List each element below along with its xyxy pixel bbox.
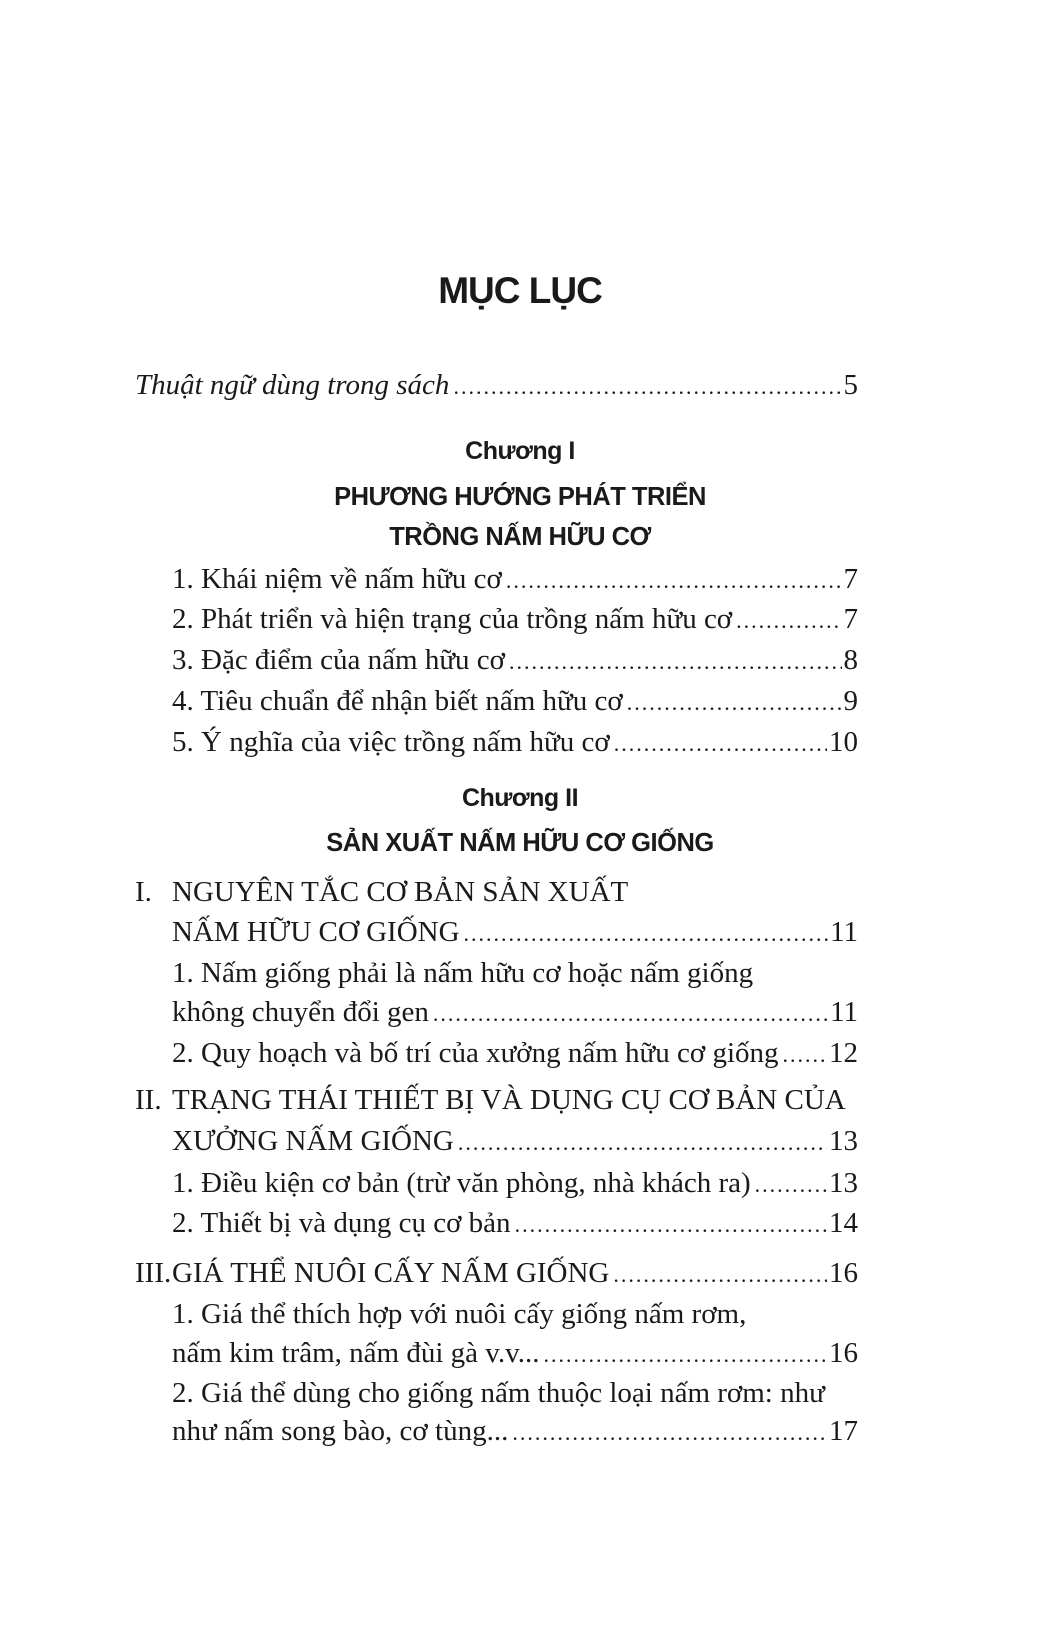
- section-2-title-line1: TRẠNG THÁI THIẾT BỊ VÀ DỤNG CỤ CƠ BẢN CỦA: [172, 1084, 846, 1116]
- toc-entry-label: 2. Phát triển và hiện trạng của trồng nấm hữu cơ: [172, 603, 733, 635]
- toc-entry-page: 8: [843, 644, 858, 676]
- chapter-1-title-line2: TRỒNG NẤM HỮU CƠ: [389, 523, 651, 551]
- leader-dots: [544, 1338, 827, 1372]
- toc-entry-page: 13: [829, 1167, 858, 1199]
- toc-entry-label: 2. Thiết bị và dụng cụ cơ bản: [172, 1207, 511, 1239]
- toc-entry: [172, 602, 858, 638]
- toc-entry-page: 7: [843, 563, 858, 595]
- toc-entry-section-2: [172, 1124, 858, 1160]
- toc-entry-page: 11: [830, 916, 858, 948]
- toc-entry-label: 4. Tiêu chuẩn để nhận biết nấm hữu cơ: [172, 685, 623, 717]
- toc-entry-page: 7: [843, 603, 858, 635]
- toc-entry-label: 5. Ý nghĩa của việc trồng nấm hữu cơ: [172, 726, 610, 758]
- toc-entry-label: 1. Khái niệm về nấm hữu cơ: [172, 563, 502, 595]
- toc-entry-page: 5: [843, 369, 858, 401]
- toc-entry-label: Thuật ngữ dùng trong sách: [135, 369, 450, 401]
- toc-entry: [172, 725, 858, 761]
- toc-entry-page: 14: [829, 1207, 858, 1239]
- toc-entry: [172, 1336, 858, 1372]
- toc-entry: [172, 1206, 858, 1242]
- toc-entry-label: không chuyển đổi gen: [172, 996, 429, 1028]
- toc-entry-page: 11: [830, 996, 858, 1028]
- toc-entry: [172, 1166, 858, 1202]
- chapter-1-title-line1: PHƯƠNG HƯỚNG PHÁT TRIỂN: [334, 483, 706, 511]
- toc-entry-label: XƯỞNG NẤM GIỐNG: [172, 1125, 454, 1157]
- toc-entry-label: 3. Đặc điểm của nấm hữu cơ: [172, 644, 506, 676]
- section-1-number: I.: [135, 876, 152, 908]
- toc-entry-label-line1: 1. Nấm giống phải là nấm hữu cơ hoặc nấm giống: [172, 957, 754, 989]
- toc-entry-page: 16: [829, 1257, 858, 1289]
- page-title: MỤC LỤC: [438, 270, 602, 311]
- leader-dots: [464, 917, 829, 951]
- leader-dots: [453, 370, 841, 404]
- toc-entry-label: 2. Quy hoạch và bố trí của xưởng nấm hữu cơ giống: [172, 1037, 779, 1069]
- toc-entry: [172, 1414, 858, 1450]
- toc-entry-page: 17: [829, 1415, 858, 1447]
- toc-entry-page: 13: [829, 1125, 858, 1157]
- toc-entry: [172, 684, 858, 720]
- leader-dots: [515, 1208, 827, 1242]
- leader-dots: [783, 1038, 827, 1072]
- chapter-2-title: SẢN XUẤT NẤM HỮU CƠ GIỐNG: [326, 829, 714, 857]
- leader-dots: [755, 1168, 827, 1202]
- leader-dots: [509, 645, 841, 679]
- toc-entry-section-3: [172, 1256, 858, 1292]
- toc-entry-label-line1: 1. Giá thể thích hợp với nuôi cấy giống nấm rơm,: [172, 1298, 747, 1330]
- chapter-2-label: Chương II: [461, 784, 579, 812]
- toc-entry-label: 1. Điều kiện cơ bản (trừ văn phòng, nhà khách ra): [172, 1167, 751, 1199]
- toc-entry: [172, 995, 858, 1031]
- toc-entry: [172, 562, 858, 598]
- chapter-1-label: Chương I: [465, 437, 575, 465]
- toc-entry-page: 12: [829, 1037, 858, 1069]
- leader-dots: [458, 1126, 827, 1160]
- leader-dots: [613, 1258, 827, 1292]
- leader-dots: [506, 564, 842, 598]
- leader-dots: [627, 686, 842, 720]
- toc-entry-label: NẤM HỮU CƠ GIỐNG: [172, 916, 460, 948]
- section-3-number: III.: [135, 1257, 172, 1289]
- section-2-number: II.: [135, 1084, 162, 1116]
- toc-entry-label: như nấm song bào, cơ tùng...: [172, 1415, 509, 1447]
- leader-dots: [736, 604, 841, 638]
- toc-entry: [172, 643, 858, 679]
- toc-entry-section-1: [172, 915, 858, 951]
- leader-dots: [512, 1416, 827, 1450]
- toc-entry-intro: [135, 368, 858, 404]
- leader-dots: [614, 727, 827, 761]
- section-1-title-line1: NGUYÊN TẮC CƠ BẢN SẢN XUẤT: [172, 876, 629, 908]
- toc-entry-page: 16: [829, 1337, 858, 1369]
- toc-entry: [172, 1036, 858, 1072]
- toc-entry-label: GIÁ THỂ NUÔI CẤY NẤM GIỐNG: [172, 1257, 610, 1289]
- leader-dots: [433, 997, 828, 1031]
- toc-entry-page: 10: [829, 726, 858, 758]
- toc-entry-page: 9: [843, 685, 858, 717]
- toc-entry-label: nấm kim trâm, nấm đùi gà v.v...: [172, 1337, 540, 1369]
- toc-entry-label-line1: 2. Giá thể dùng cho giống nấm thuộc loại nấm rơm: như: [172, 1377, 825, 1409]
